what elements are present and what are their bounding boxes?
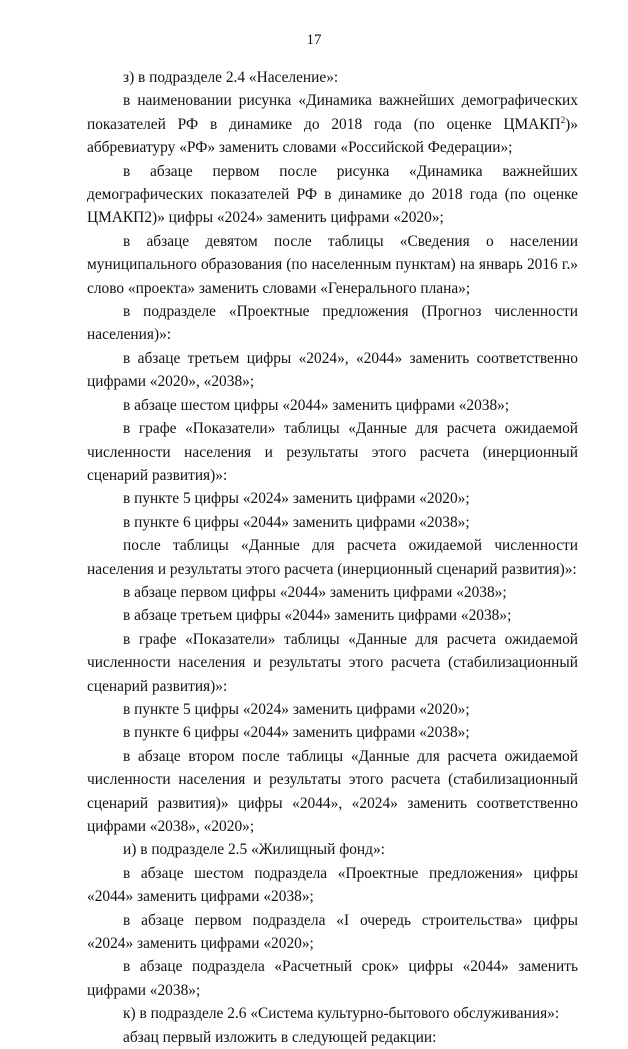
paragraph	[87, 230, 578, 300]
paragraph-text: абзац первый изложить в следующей редакции:	[123, 1028, 437, 1046]
paragraph-text: в абзаце третьем цифры «2044» заменить цифрами «2038»;	[123, 607, 512, 625]
paragraph-text: з) в подразделе 2.4 «Население»:	[123, 69, 339, 86]
paragraph	[87, 347, 578, 394]
paragraph-text: в абзаце третьем цифры «2024», «2044» заменить соответственно цифрами «2020», «2038»;	[87, 349, 578, 391]
paragraph-text: в графе «Показатели» таблицы «Данные для расчета ожидаемой численности населения и результаты этого расчета (инерционный сценарий развития)»:	[87, 420, 578, 484]
paragraph-text: в графе «Показатели» таблицы «Данные для расчета ожидаемой численности населения и результаты этого расчета (стабилизационный сценарий развития)»:	[87, 630, 578, 695]
paragraph-text: в абзаце первом подраздела «I очередь строительства» цифры «2024» заменить цифрами «2020»;	[87, 911, 578, 953]
paragraph	[87, 721, 578, 744]
paragraph-text: к) в подразделе 2.6 «Система культурно-бытового обслуживания»:	[123, 1005, 560, 1023]
paragraph	[87, 534, 578, 581]
paragraph-text: )» аббревиатуру «РФ» заменить словами «Российской Федерации»;	[87, 115, 578, 157]
paragraph-text: в пункте 6 цифры «2044» заменить цифрами «2038»;	[123, 724, 470, 742]
paragraph	[87, 394, 578, 417]
paragraph	[87, 66, 578, 89]
paragraph-text: в абзаце подраздела «Расчетный срок» цифры «2044» заменить цифрами «2038»;	[87, 958, 578, 999]
paragraph-text: в пункте 5 цифры «2024» заменить цифрами «2020»;	[123, 700, 470, 718]
document-body	[87, 66, 578, 1049]
paragraph	[87, 862, 578, 909]
paragraph	[87, 628, 578, 698]
paragraph	[87, 698, 578, 721]
paragraph-text: в пункте 6 цифры «2044» заменить цифрами «2038»;	[123, 513, 470, 531]
paragraph-text: в абзаце первом после рисунка «Динамика важнейших демографических показателей РФ в динамике до 2018 года (по оценке ЦМАКП2)» цифры «2024» заменить цифрами «2020»;	[87, 162, 578, 227]
paragraph	[87, 745, 578, 839]
superscript: 2	[560, 114, 566, 125]
paragraph	[87, 604, 578, 627]
paragraph-text: в абзаце первом цифры «2044» заменить цифрами «2038»;	[123, 583, 507, 601]
paragraph	[87, 909, 578, 956]
paragraph-text: в абзаце девятом после таблицы «Сведения о населении муниципального образования (по населенным пунктам) на январь 2016 г.» слово «проекта» заменить словами «Генерального плана»;	[87, 232, 578, 297]
paragraph	[87, 1002, 578, 1025]
paragraph	[87, 487, 578, 510]
page-number: 17	[306, 32, 322, 48]
paragraph-text: в пункте 5 цифры «2024» заменить цифрами «2020»;	[123, 490, 470, 508]
paragraph	[87, 838, 578, 861]
paragraph-text: в абзаце втором после таблицы «Данные для расчета ожидаемой численности населения и результаты этого расчета (стабилизационный сценарий развития)» цифры «2044», «2024» заменить соответственно цифрами «2038», «2020»;	[87, 747, 578, 835]
paragraph	[87, 300, 578, 347]
paragraph	[87, 417, 578, 487]
paragraph	[87, 955, 578, 1002]
paragraph	[87, 1026, 578, 1049]
paragraph	[87, 89, 578, 159]
paragraph-text: в абзаце шестом цифры «2044» заменить цифрами «2038»;	[123, 396, 510, 414]
paragraph-text: после таблицы «Данные для расчета ожидаемой численности населения и результаты этого расчета (инерционный сценарий развития)»:	[87, 537, 578, 578]
paragraph-text: в наименовании рисунка «Динамика важнейших демографических показателей РФ в динамике до 2018 года (по оценке ЦМАКП	[87, 92, 578, 133]
paragraph-text: и) в подразделе 2.5 «Жилищный фонд»:	[123, 841, 385, 859]
paragraph	[87, 511, 578, 534]
paragraph-text: в абзаце шестом подраздела «Проектные предложения» цифры «2044» заменить цифрами «2038»;	[87, 864, 578, 906]
paragraph	[87, 160, 578, 230]
paragraph-text: в подразделе «Проектные предложения (Прогноз численности населения)»:	[87, 303, 578, 344]
paragraph	[87, 581, 578, 604]
